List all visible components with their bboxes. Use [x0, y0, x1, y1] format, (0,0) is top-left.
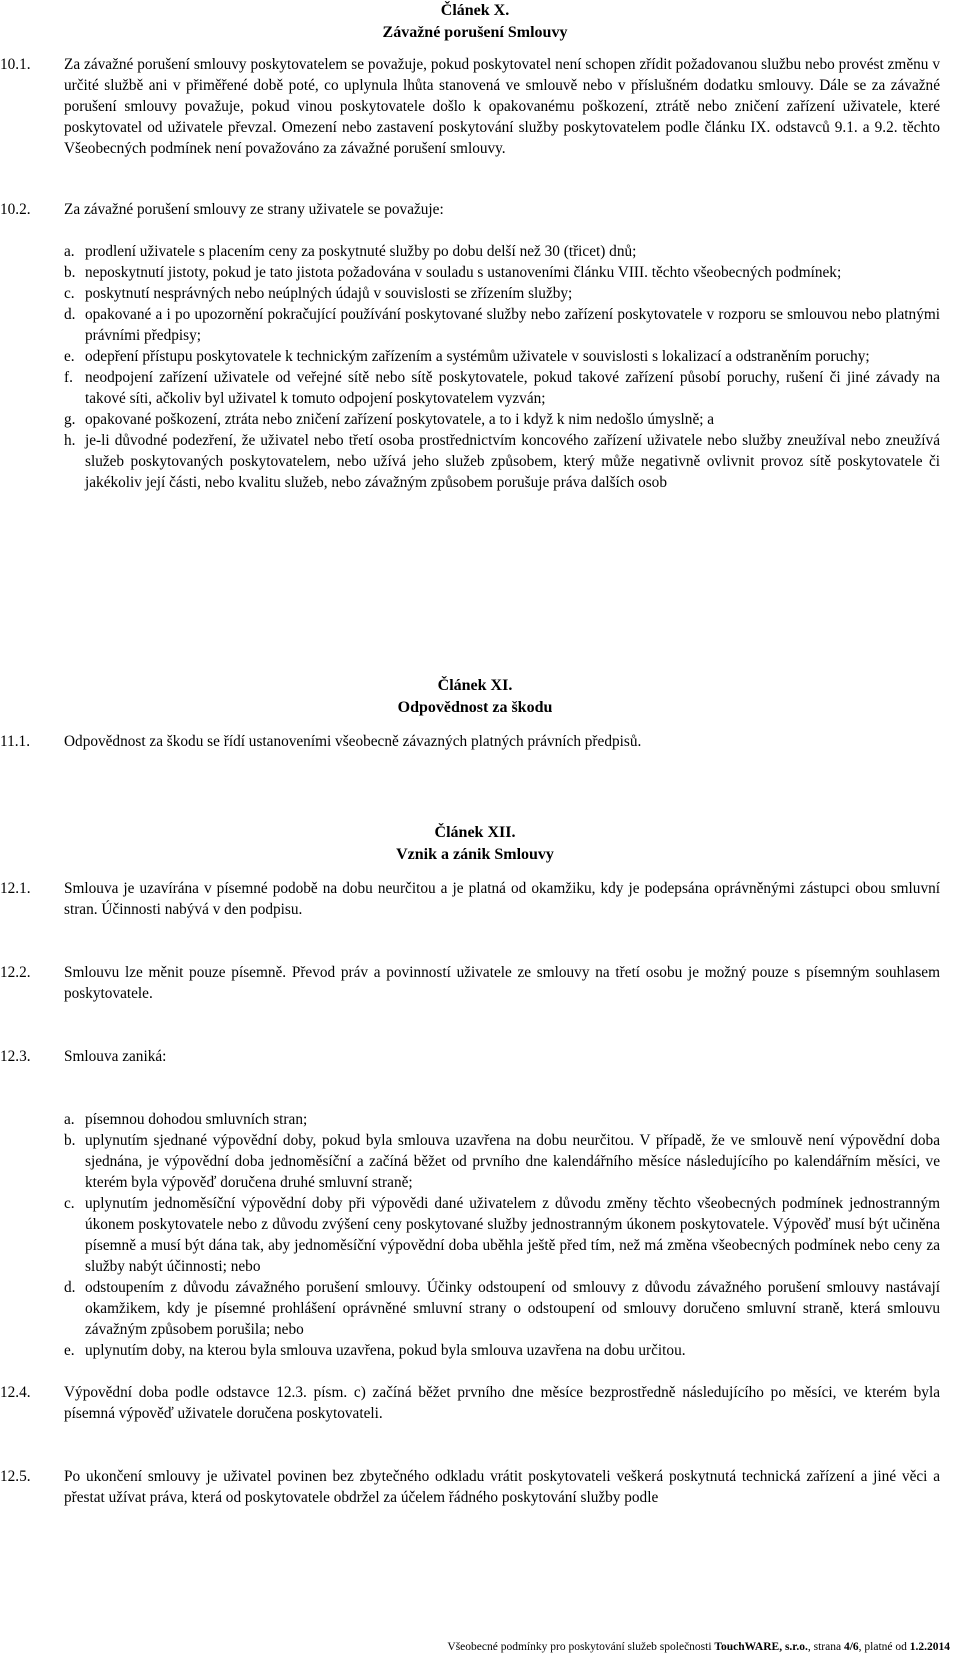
paragraph-number: 12.1. [0, 880, 31, 897]
list-item-text: poskytnutí nesprávných nebo neúplných údajů v souvislosti se zřízením služby; [85, 285, 573, 302]
paragraph-number: 12.5. [0, 1468, 31, 1485]
paragraph-12-5 [0, 1466, 950, 1508]
list-item [0, 409, 950, 430]
list-item [0, 367, 950, 409]
list-item-text: je-li důvodné podezření, že uživatel nebo třetí osoba prostřednictvím koncového zařízení uživatele nebo služby zneužíval nebo zneužívá služeb poskytovaných poskytovatelem, nebo užívá jeho služeb způsobem, který může negativně ovlivnit provoz sítě poskytovatele či jakékoliv její části, nebo kvalitu služeb, nebo závažným způsobem porušuje práva dalších osob [85, 432, 940, 491]
paragraph-number: 10.1. [0, 56, 31, 73]
paragraph-text: Odpovědnost za škodu se řídí ustanoveními všeobecně závazných platných právních předpisů. [64, 733, 642, 750]
paragraph-12-3 [0, 1046, 950, 1067]
footer-suffix: , strana [807, 1641, 844, 1653]
footer-prefix: Všeobecné podmínky pro poskytování služeb společnosti [447, 1641, 715, 1653]
list-item-letter: e. [64, 348, 75, 365]
list-item-letter: f. [64, 369, 73, 386]
list-item [0, 304, 950, 346]
paragraph-text: Za závažné porušení smlouvy ze strany uživatele se považuje: [64, 201, 444, 218]
list-item-letter: h. [64, 432, 76, 449]
page-footer [0, 1639, 950, 1655]
paragraph-10-2 [0, 199, 950, 220]
paragraph-text: Smlouva zaniká: [64, 1048, 167, 1065]
paragraph-text: Smlouva je uzavírána v písemné podobě na dobu neurčitou a je platná od okamžiku, kdy je podepsána oprávněnými zástupci obou smluvní stran. Účinnosti nabývá v den podpisu. [64, 880, 940, 918]
list-item [0, 430, 950, 493]
paragraph-number: 12.2. [0, 964, 31, 981]
list-item-text: uplynutím sjednané výpovědní doby, pokud byla smlouva uzavřena na dobu neurčitou. V případě, že ve smlouvě není výpovědní doba sjednána, je výpovědní doba jednoměsíční a začíná běžet od prvního dne kalendářního měsíce následujícího po kalendářním měsíci, ve kterém byla výpověď doručena druhé smluvní straně; [85, 1132, 940, 1191]
paragraph-12-2 [0, 962, 950, 1004]
list-item-text: prodlení uživatele s placením ceny za poskytnuté služby po dobu delší než 30 (třicet) dnů; [85, 243, 637, 260]
paragraph-text: Smlouvu lze měnit pouze písemně. Převod práv a povinností uživatele ze smlouvy na třetí osobu je možný pouze s písemným souhlasem poskytovatele. [64, 964, 940, 1002]
list-item-text: uplynutím doby, na kterou byla smlouva uzavřena, pokud byla smlouva uzavřena na dobu určitou. [85, 1342, 686, 1359]
list-item-text: odstoupením z důvodu závažného porušení smlouvy. Účinky odstoupení od smlouvy z důvodu závažného porušení smlouvy nastávají okamžikem, kdy je písemné prohlášení oprávněné smluvní strany o odstoupení od smlouvy doručeno smluvní straně, která smlouvu závažným způsobem porušila; nebo [85, 1279, 940, 1338]
article-x-heading: Článek X. [440, 2, 510, 19]
paragraph-text: Výpovědní doba podle odstavce 12.3. písm. c) začíná běžet prvního dne měsíce bezprostředně následujícího po měsíci, ve kterém byla písemná výpověď uživatele doručena poskytovateli. [64, 1384, 940, 1422]
paragraph-number: 12.4. [0, 1384, 31, 1401]
paragraph-12-1 [0, 878, 950, 920]
list-item-text: opakované a i po upozornění pokračující používání poskytované služby nebo zařízení poskytovatele v rozporu se smlouvou nebo platnými právními předpisy; [85, 306, 940, 344]
list-item [0, 346, 950, 367]
list-item [0, 1340, 950, 1361]
list-item [0, 241, 950, 262]
list-item-text: neposkytnutí jistoty, pokud je tato jistota požadována v souladu s ustanoveními článku VIII. těchto všeobecných podmínek; [85, 264, 842, 281]
article-xii [0, 822, 950, 1508]
list-item-text: odepření přístupu poskytovatele k technickým zařízením a systémům uživatele v souvislosti s lokalizací a odstraněním poruchy; [85, 348, 870, 365]
paragraph-text: Po ukončení smlouvy je uživatel povinen bez zbytečného odkladu vrátit poskytovateli veškerá poskytnutá technická zařízení a jiné věci a přestat užívat práva, která od poskytovatele obdržel za účelem řádného poskytování služby podle [64, 1468, 940, 1506]
list-item-text: uplynutím jednoměsíční výpovědní doby při výpovědi dané uživatelem z důvodu změny těchto všeobecných podmínek jednostranným úkonem poskytovatele nebo z důvodu zvýšení ceny poskytované služby jednostranným úkonem poskytovatele. Výpověď musí být učiněna písemně a musí být dána tak, aby jednoměsíční výpovědní doba uběhla ještě před tím, než má změna všeobecných podmínek nebo ceny za služby nabýt účinnosti; nebo [85, 1195, 940, 1275]
list-item [0, 283, 950, 304]
article-xi-heading: Článek XI. [437, 677, 513, 694]
article-xii-heading: Článek XII. [434, 824, 516, 841]
list-item-letter: c. [64, 1195, 75, 1212]
article-x [0, 0, 950, 493]
list-item [0, 1109, 950, 1130]
article-xii-subheading: Vznik a zánik Smlouvy [396, 846, 554, 863]
list-item [0, 1193, 950, 1277]
paragraph-12-4 [0, 1382, 950, 1424]
list-item-letter: c. [64, 285, 75, 302]
list-item-text: opakované poškození, ztráta nebo zničení zařízení poskytovatele, a to i když k nim nedošlo úmyslně; a [85, 411, 715, 428]
footer-page-number: 4/6 [843, 1641, 859, 1653]
paragraph-number: 11.1. [0, 733, 31, 750]
list-item-letter: d. [64, 306, 76, 323]
list-item-letter: a. [64, 243, 75, 260]
footer-valid-label: , platné od [858, 1641, 910, 1653]
list-item-text: neodpojení zařízení uživatele od veřejné sítě nebo sítě poskytovatele, pokud takové zařízení působí poruchy, rušení či jiné závady na takové síti, ačkoliv byl uživatel k tomuto odpojení poskytovatelem vyzván; [85, 369, 940, 407]
list-item-letter: d. [64, 1279, 76, 1296]
footer-company: TouchWARE, s.r.o. [714, 1641, 808, 1653]
list-item-letter: b. [64, 264, 76, 281]
list-12-3 [0, 1109, 950, 1361]
list-item [0, 262, 950, 283]
list-item-letter: g. [64, 411, 76, 428]
article-xi-subheading: Odpovědnost za škodu [397, 699, 553, 716]
footer-valid-date: 1.2.2014 [909, 1641, 950, 1653]
paragraph-number: 10.2. [0, 201, 31, 218]
list-item-letter: b. [64, 1132, 76, 1149]
list-item-letter: e. [64, 1342, 75, 1359]
article-xi [0, 675, 950, 752]
list-item-text: písemnou dohodou smluvních stran; [85, 1111, 308, 1128]
paragraph-11-1 [0, 731, 950, 752]
paragraph-10-1 [0, 54, 950, 159]
paragraph-text: Za závažné porušení smlouvy poskytovatelem se považuje, pokud poskytovatel není schopen zřídit požadovanou službu nebo provést změnu v určité službě ani v přiměřené době poté, co uplynula lhůta stanovená ve smlouvě nebo v příslušném dodatku smlouvy. Dále se za závažné porušení smlouvy považuje, pokud vinou poskytovatele došlo k opakovanému poškození, ztrátě nebo zničení zařízení uživatele, které poskytovatel od uživatele převzal. Omezení nebo zastavení poskytování služby poskytovatelem podle článku IX. odstavců 9.1. a 9.2. těchto Všeobecných podmínek není považováno za závažné porušení smlouvy. [64, 56, 940, 157]
list-item-letter: a. [64, 1111, 75, 1128]
article-x-subheading: Závažné porušení Smlouvy [382, 24, 568, 41]
list-item [0, 1277, 950, 1340]
paragraph-number: 12.3. [0, 1048, 31, 1065]
list-item [0, 1130, 950, 1193]
list-10-2 [0, 241, 950, 493]
